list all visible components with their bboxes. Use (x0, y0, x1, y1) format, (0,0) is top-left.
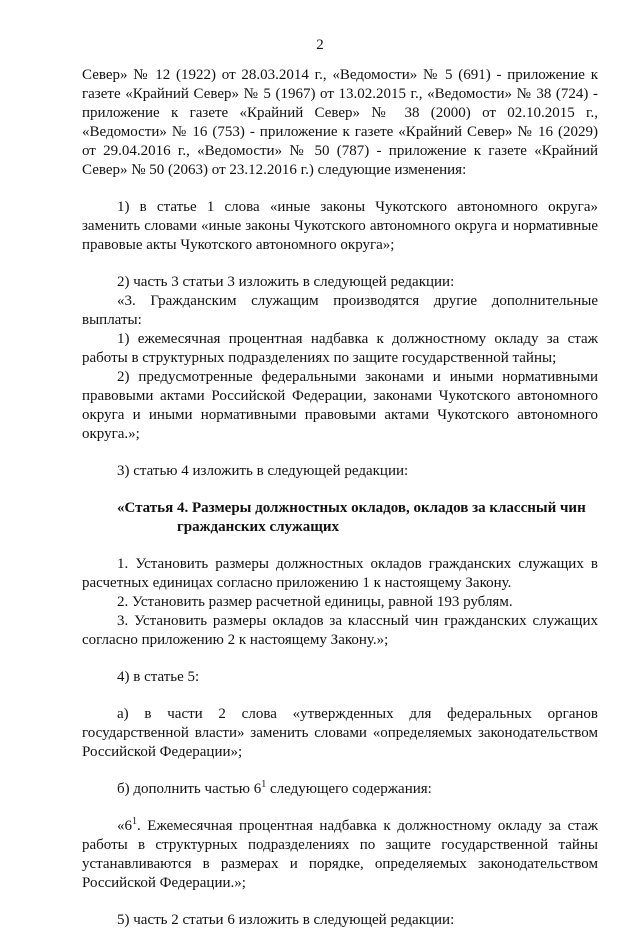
amendment-item-4a: а) в части 2 слова «утвержденных для федеральных органов государственной власти» заменить словами «определяемых законодательством Российской Федерации»; (82, 706, 598, 760)
part-6-1-text-start: «6 (117, 818, 132, 834)
amendment-item-2: 2) часть 3 статьи 3 изложить в следующей редакции: (117, 274, 455, 290)
amendment-item-3: 3) статью 4 изложить в следующей редакции: (117, 463, 409, 479)
article-4-part-3: 3. Установить размеры окладов за классный чин гражданских служащих согласно приложению 2 к настоящему Закону.»; (82, 613, 598, 648)
intro-paragraph: Север» № 12 (1922) от 28.03.2014 г., «Ведомости» № 5 (691) - приложение к газете «Крайний Север» № 5 (1967) от 13.02.2015 г., «Ведомости» № 38 (724) - приложение к газете «Крайний Север» № 38 (2000) от 02.10.2015 г., «Ведомости» № 16 (753) - приложение к газете «Крайний Север» № 16 (2029) от 29.04.2016 г., «Ведомости» № 50 (787) - приложение к газете «Крайний Север» № 50 (2063) от 23.12.2016 г.) следующие изменения: (82, 67, 598, 178)
amendment-item-4: 4) в статье 5: (117, 669, 200, 685)
quoted-part-3-item-2: 2) предусмотренные федеральными законами и иными нормативными правовыми актами Российской Федерации, законами Чукотского автономного округа и иными нормативными правовыми актами Чукотского автономного округа.»; (82, 369, 598, 442)
item-4b-text-start: б) дополнить частью 6 (117, 781, 262, 797)
article-4-part-2: 2. Установить размер расчетной единицы, равной 193 рублям. (117, 594, 513, 610)
document-body (82, 66, 598, 930)
article-4-title-line-2: гражданских служащих (177, 519, 340, 535)
quoted-part-3: «3. Гражданским служащим производятся другие дополнительные выплаты: (82, 293, 598, 328)
part-6-1-text-end: . Ежемесячная процентная надбавка к должностному окладу за стаж работы в структурных подразделениях по защите государственной тайны устанавливаются в размерах и порядке, определяемых законодательством Российской Федерации.»; (82, 818, 598, 891)
amendment-item-1: 1) в статье 1 слова «иные законы Чукотского автономного округа» заменить словами «иные законы Чукотского автономного округа и нормативные правовые акты Чукотского автономного округа»; (82, 199, 598, 253)
article-4-part-1: 1. Установить размеры должностных окладов гражданских служащих в расчетных единицах согласно приложению 1 к настоящему Закону. (82, 556, 598, 591)
page-number: 2 (316, 37, 324, 53)
quoted-part-6-1 (82, 817, 598, 893)
article-4-title-line-1: «Статья 4. Размеры должностных окладов, окладов за классный чин (117, 500, 586, 516)
amendment-item-4b (82, 780, 598, 799)
article-4-title (82, 499, 598, 537)
item-4b-superscript: 1 (261, 779, 267, 790)
amendment-item-5: 5) часть 2 статьи 6 изложить в следующей редакции: (117, 912, 455, 928)
part-6-1-superscript: 1 (132, 816, 137, 827)
item-4b-text-end: следующего содержания: (266, 781, 432, 797)
quoted-part-3-item-1: 1) ежемесячная процентная надбавка к должностному окладу за стаж работы в структурных подразделениях по защите государственной тайны; (82, 331, 598, 366)
